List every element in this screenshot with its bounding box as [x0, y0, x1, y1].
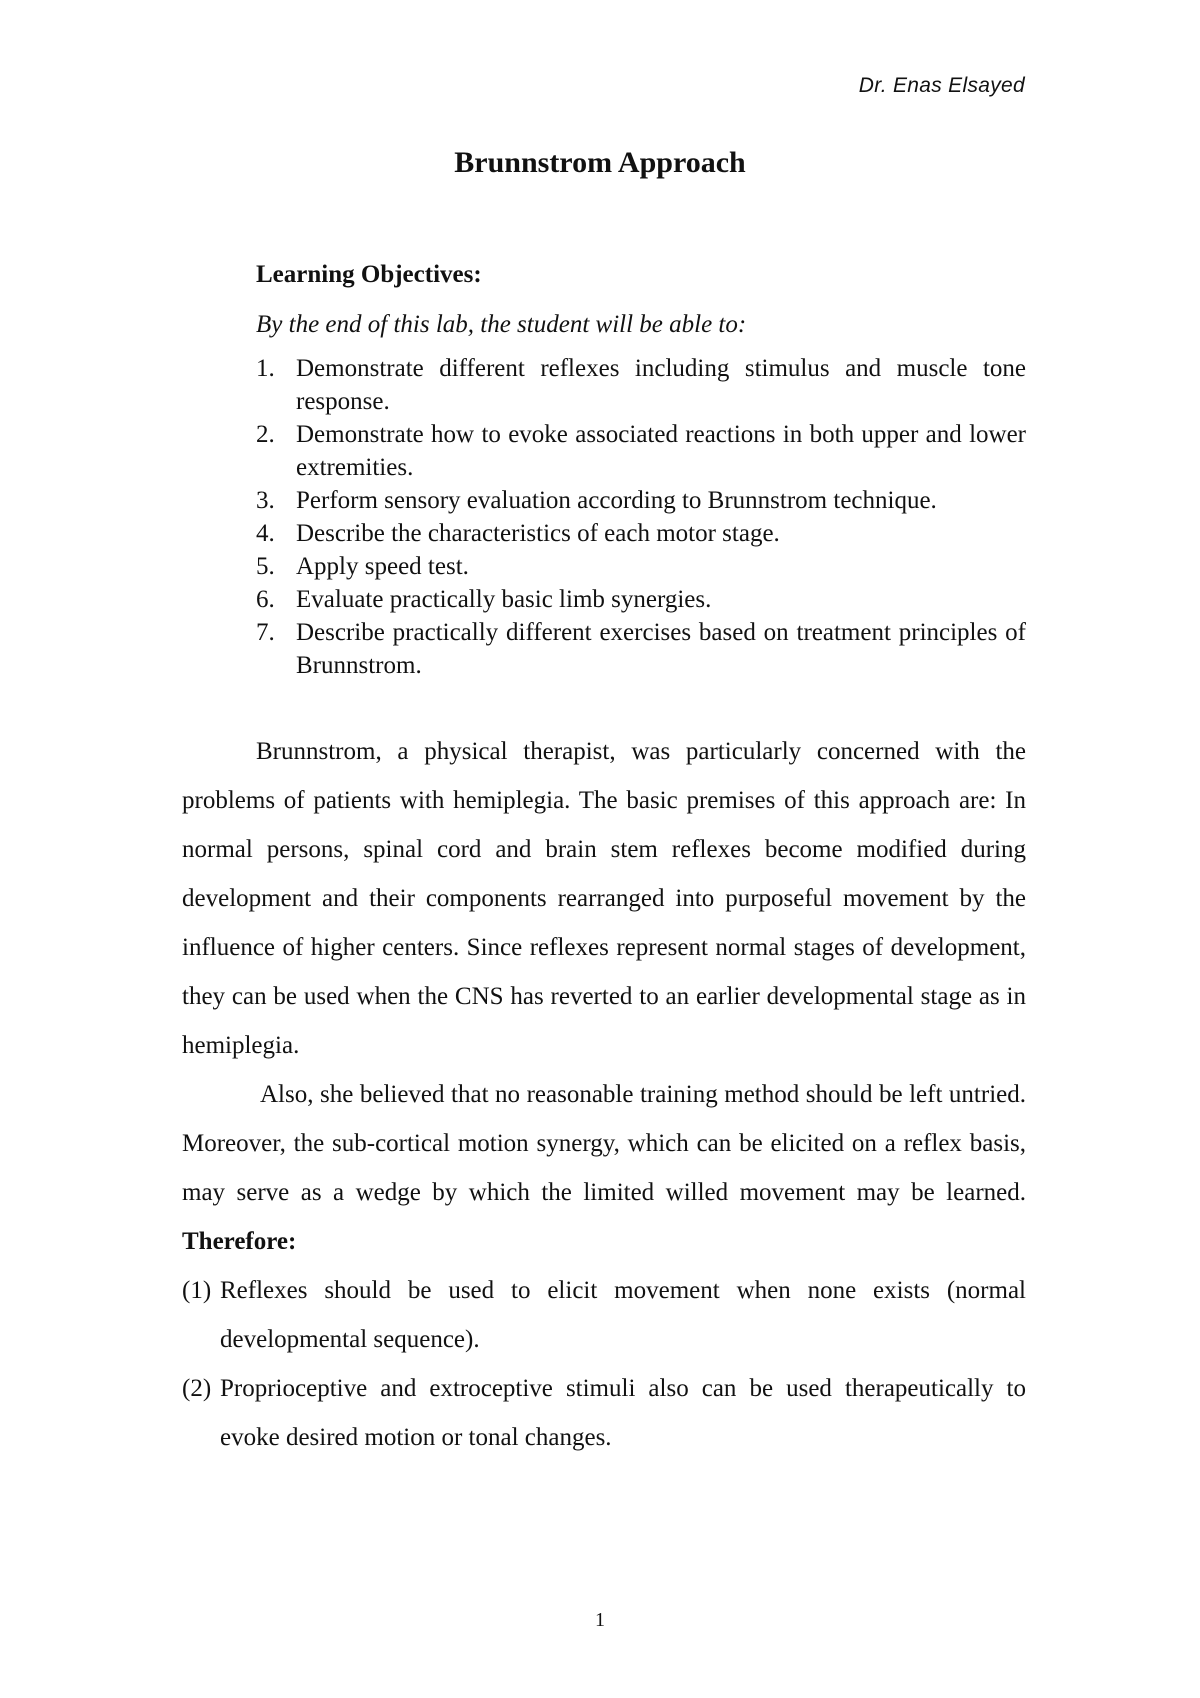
objective-item	[256, 616, 1026, 682]
objective-text: Demonstrate how to evoke associated reactions in both upper and lower extremities.	[296, 421, 1026, 481]
objectives-list	[256, 352, 1026, 682]
objective-text: Describe the characteristics of each motor stage.	[296, 520, 780, 547]
body-paragraph-2-text: Also, she believed that no reasonable training method should be left untried. Moreover, the sub-cortical motion synergy, which can be elicited on a reflex basis, may serve as a wedge by which the limited willed movement may be learned.	[182, 1081, 1026, 1206]
objective-text: Evaluate practically basic limb synergies.	[296, 586, 712, 613]
point-number: (2)	[182, 1375, 212, 1402]
page-number: 1	[595, 1609, 605, 1631]
objectives-intro: By the end of this lab, the student will be able to:	[256, 311, 747, 338]
body-point-1	[182, 1266, 1026, 1364]
objective-item	[256, 583, 1026, 616]
body-paragraph-2	[182, 1070, 1026, 1266]
point-text: Proprioceptive and extroceptive stimuli also can be used therapeutically to evoke desired motion or tonal changes.	[220, 1375, 1026, 1451]
objective-number: 6.	[256, 586, 275, 613]
objective-text: Demonstrate different reflexes including stimulus and muscle tone response.	[296, 355, 1026, 415]
learning-objectives-section	[256, 258, 1026, 682]
objective-number: 1.	[256, 355, 275, 382]
objective-item	[256, 550, 1026, 583]
objective-text: Describe practically different exercises based on treatment principles of Brunnstrom.	[296, 619, 1026, 679]
objective-number: 5.	[256, 553, 275, 580]
objectives-heading: Learning Objectives:	[256, 261, 482, 288]
objective-item	[256, 352, 1026, 418]
objective-item	[256, 484, 1026, 517]
body-point-2	[182, 1364, 1026, 1462]
objective-number: 3.	[256, 487, 275, 514]
objective-number: 7.	[256, 619, 275, 646]
objective-text: Perform sensory evaluation according to Brunnstrom technique.	[296, 487, 937, 514]
body-paragraph-1: Brunnstrom, a physical therapist, was particularly concerned with the problems of patients with hemiplegia. The basic premises of this approach are: In normal persons, spinal cord and brain stem reflexes become modified during development and their components rearranged into purposeful movement by the influence of higher centers. Since reflexes represent normal stages of development, they can be used when the CNS has reverted to an earlier developmental stage as in hemiplegia.	[182, 738, 1026, 1059]
therefore-label: Therefore:	[182, 1228, 297, 1255]
page-title: Brunnstrom Approach	[454, 146, 746, 179]
point-text: Reflexes should be used to elicit movement when none exists (normal developmental sequence).	[220, 1277, 1026, 1353]
objective-item	[256, 517, 1026, 550]
body-text	[182, 727, 1026, 1462]
objective-text: Apply speed test.	[296, 553, 469, 580]
point-number: (1)	[182, 1277, 212, 1304]
objective-number: 4.	[256, 520, 275, 547]
objective-item	[256, 418, 1026, 484]
header-author: Dr. Enas Elsayed	[858, 74, 1025, 97]
objective-number: 2.	[256, 421, 275, 448]
